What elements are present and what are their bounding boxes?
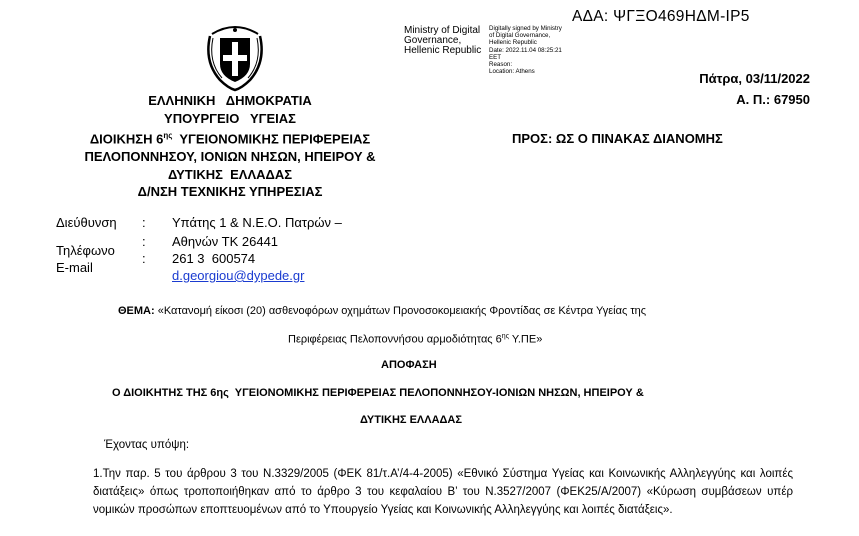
- subject: [118, 305, 646, 317]
- signature-org-line: Governance,: [404, 35, 462, 46]
- ada-code: ΑΔΑ: ΨΓΞΟ469ΗΔΜ-ΙΡ5: [572, 8, 750, 25]
- protocol-number: Α. Π.: 67950: [736, 92, 810, 107]
- email-label: E-mail: [56, 260, 93, 275]
- header-line: ΔΥΤΙΚΗΣ ΕΛΛΑΔΑΣ: [167, 166, 293, 182]
- document-date: Πάτρα, 03/11/2022: [699, 71, 810, 86]
- signature-detail-line: Date: 2022.11.04 08:25:21: [489, 46, 562, 54]
- header-line: ΥΠΟΥΡΓΕΙΟ ΥΓΕΙΑΣ: [164, 110, 296, 126]
- address-value: Αθηνών ΤΚ 26441: [172, 234, 279, 249]
- signature-details: [489, 25, 562, 75]
- address-value: Υπάτης 1 & Ν.Ε.Ο. Πατρών –: [172, 215, 342, 230]
- subject-text: Περιφέρειας Πελοποννήσου αρμοδιότητας 6: [288, 333, 502, 346]
- colon: :: [142, 215, 146, 230]
- phone-label: Τηλέφωνο: [56, 243, 115, 258]
- signature-detail-line: Digitally signed by Ministry: [489, 25, 562, 32]
- colon: :: [142, 251, 146, 266]
- header-line: ΠΕΛΟΠΟΝΝΗΣΟΥ, ΙΟΝΙΩΝ ΝΗΣΩΝ, ΗΠΕΙΡΟΥ &: [84, 149, 376, 165]
- signature-org-line: Hellenic Republic: [404, 45, 482, 56]
- subject-text: «Κατανομή είκοσι (20) ασθενοφόρων οχημάτων Προνοσοκομειακής Φροντίδας σε Κέντρα Υγείας της: [154, 305, 647, 317]
- signature-detail-line: Reason:: [489, 61, 513, 69]
- header-line: [40, 127, 420, 148]
- address-label: Διεύθυνση: [56, 215, 117, 230]
- header-line: ΕΛΛΗΝΙΚΗ ΔΗΜΟΚΡΑΤΙΑ: [148, 93, 312, 108]
- header-text: ΥΓΕΙΟΝΟΜΙΚΗΣ ΠΕΡΙΦΕΡΕΙΑΣ: [172, 131, 371, 147]
- signature-org-line: Ministry of Digital: [404, 25, 481, 36]
- subject-superscript: ης: [501, 333, 510, 340]
- paragraph: 1.Την παρ. 5 του άρθρου 3 του Ν.3329/2005 (ΦΕΚ 81/τ.Α’/4-4-2005) «Εθνικό Σύστημα Υγείας και Κοινωνικής Αλληλεγγύης και λοιπές διατάξεις» όπως τροποποιήθηκαν από το άρθρο 3 του κεφαλαίου Β’ του Ν.3527/2007 (ΦΕΚ25/Α/2007) «Κύρωση συμβάσεων υπέρ νομικών προσώπων εποπτευομένων από το Υπουργείο Υγείας και Κοινωνικής Αλληλεγγύης και λοιπές διατάξεις».: [93, 468, 793, 516]
- decision-title: ΑΠΟΦΑΣΗ: [381, 359, 437, 371]
- organization-header: [40, 92, 420, 201]
- recipient: ΠΡΟΣ: ΩΣ Ο ΠΙΝΑΚΑΣ ΔΙΑΝΟΜΗΣ: [512, 131, 723, 146]
- subject-label: ΘΕΜΑ:: [118, 305, 155, 317]
- signature-org: [404, 26, 481, 56]
- header-line: Δ/ΝΣΗ ΤΕΧΝΙΚΗΣ ΥΠΗΡΕΣΙΑΣ: [137, 184, 323, 200]
- signature-detail-line: Hellenic Republic: [489, 39, 537, 47]
- colon: :: [142, 234, 146, 249]
- signature-detail-line: EET: [489, 53, 502, 61]
- subject-continued: [288, 333, 542, 346]
- phone-value: 261 3 600574: [172, 251, 256, 266]
- signature-detail-line: of Digital Governance,: [489, 32, 551, 40]
- considering-heading: Έχοντας υπόψη:: [104, 439, 190, 451]
- header-text: ΔΙΟΙΚΗΣΗ 6: [89, 131, 164, 147]
- subject-text: Υ.ΠΕ»: [509, 333, 543, 346]
- director-title: Ο ΔΙΟΙΚΗΤΗΣ ΤΗΣ 6ης ΥΓΕΙΟΝΟΜΙΚΗΣ ΠΕΡΙΦΕΡΕΙΑΣ ΠΕΛΟΠΟΝΝΗΣΟΥ-ΙΟΝΙΩΝ ΝΗΣΩΝ, ΗΠΕΙΡΟΥ &: [112, 387, 644, 399]
- greek-emblem-icon: [200, 22, 270, 92]
- signature-detail-line: Location: Athens: [489, 68, 535, 76]
- header-superscript: ης: [163, 131, 173, 141]
- director-title-continued: ΔΥΤΙΚΗΣ ΕΛΛΑΔΑΣ: [360, 414, 462, 426]
- email-link[interactable]: d.georgiou@dypede.gr: [172, 268, 305, 283]
